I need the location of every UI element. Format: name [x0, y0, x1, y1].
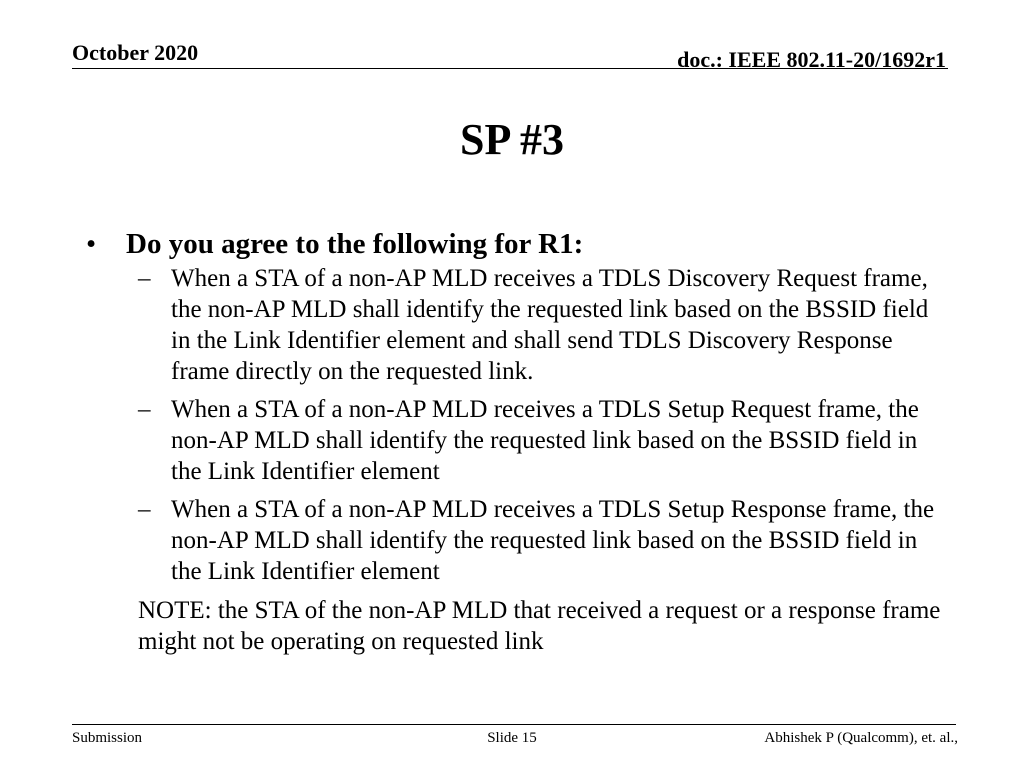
- question-text: Do you agree to the following for R1:: [126, 228, 584, 260]
- slide-body: [84, 226, 944, 657]
- dash-icon: –: [138, 496, 151, 523]
- sub-item-setup-response: [84, 494, 944, 587]
- slide-title: SP #3: [460, 115, 564, 164]
- sub-item-discovery: [84, 263, 944, 387]
- note-text: NOTE: the STA of the non-AP MLD that received a request or a response frame might not be operating on requested link: [138, 597, 941, 655]
- bullet-question: [84, 226, 944, 262]
- header-divider: [72, 68, 948, 69]
- sub-item-text: When a STA of a non-AP MLD receives a TDLS Setup Response frame, the non-AP MLD shall identify the requested link based on the BSSID field in the Link Identifier element: [171, 496, 935, 585]
- sub-item-text: When a STA of a non-AP MLD receives a TDLS Setup Request frame, the non-AP MLD shall identify the requested link based on the BSSID field in the Link Identifier element: [171, 396, 919, 485]
- dash-icon: –: [138, 265, 151, 292]
- header-date: October 2020: [72, 40, 199, 65]
- sub-item-setup-request: [84, 394, 944, 487]
- sub-item-text: When a STA of a non-AP MLD receives a TDLS Discovery Request frame, the non-AP MLD shall identify the requested link based on the BSSID field in the Link Identifier element and shall send TDLS Discovery Response frame directly on the requested link.: [171, 265, 929, 385]
- header-doc-id: doc.: IEEE 802.11-20/1692r1: [677, 47, 946, 72]
- footer-slide-number: Slide 15: [487, 730, 537, 746]
- footer-submission: Submission: [72, 730, 143, 746]
- bullet-icon: •: [86, 228, 97, 260]
- footer-author: Abhishek P (Qualcomm), et. al.,: [764, 730, 958, 746]
- footer-divider: [72, 724, 956, 725]
- dash-icon: –: [138, 396, 151, 423]
